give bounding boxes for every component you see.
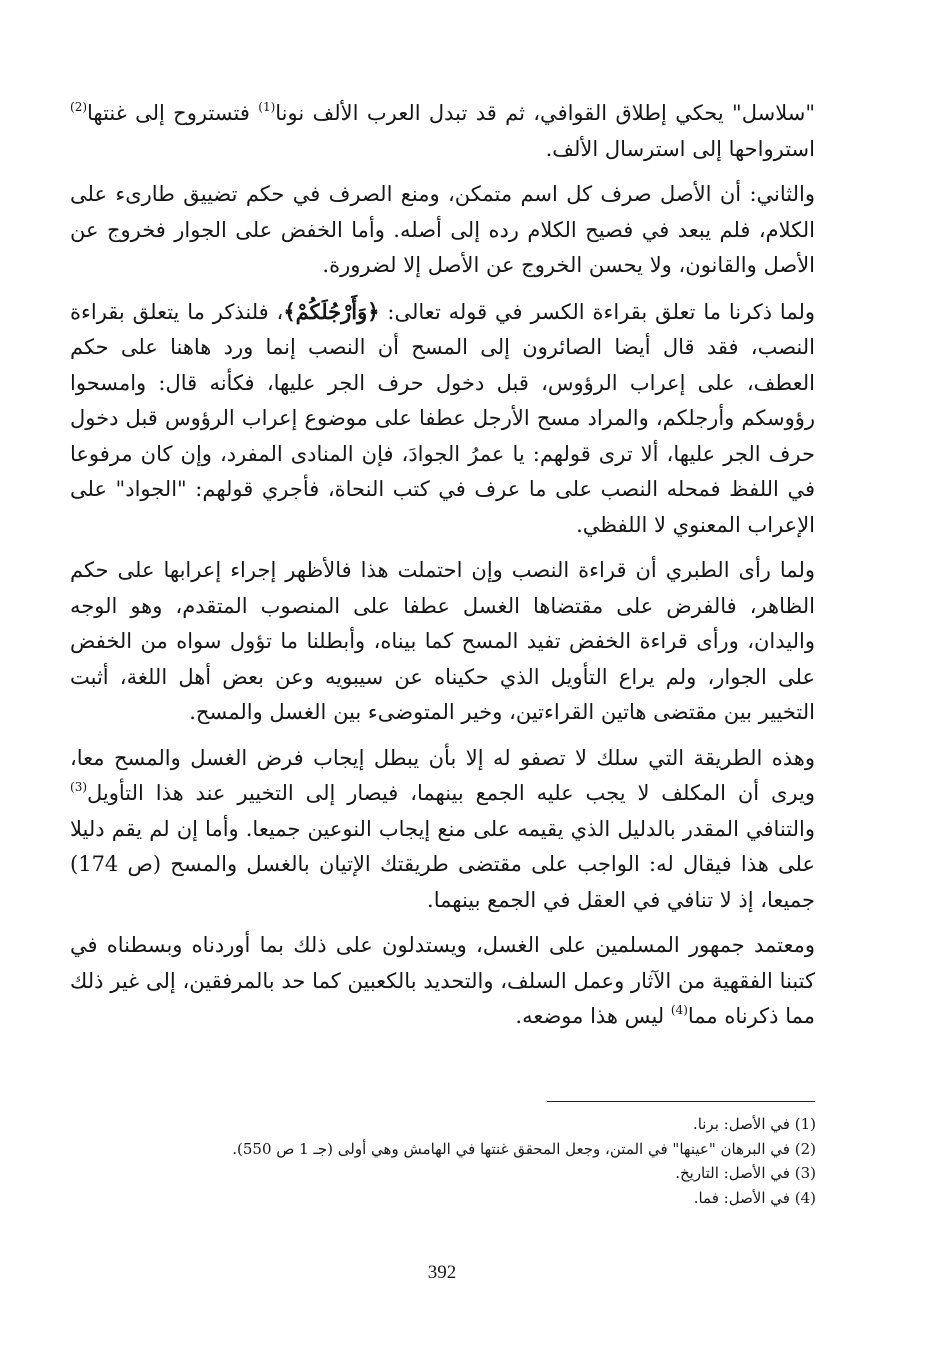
footnote: (1) في الأصل: برنا.: [692, 1115, 816, 1133]
text-run: ليس هذا موضعه.: [515, 1004, 671, 1028]
text-run: ولما رأى الطبري أن قراءة النصب وإن احتملت هذا فالأظهر إجراء إعرابها على حكم الظاهر، فالفرض على مقتضاها الغسل عطفا على المنصوب المتقدم، وهو الوجه واليدان، ورأى قراءة الخفض تفيد المسح كما بيناه، وأبطلنا ما تؤول سواه من الخفض على الجوار، ولم يراع التأويل الذي حكيناه عن سيبويه وعن بعض أهل اللغة، أثبت التخيير بين مقتضى هاتين القراءتين، وخير المتوضىء بين الغسل والمسح.: [70, 558, 815, 724]
paragraph: [70, 553, 815, 731]
footnote: (2) في البرهان "عينها" في المتن، وجعل المحقق غنتها في الهامش وهي أولى (جـ 1 ص 550).: [232, 1139, 816, 1158]
text-run: ومعتمد جمهور المسلمين على الغسل، ويستدلون على ذلك بما أوردناه وبسطناه في كتبنا الفقهية من الآثار وعمل السلف، والتحديد بالكعبين كما حد بالمرفقين، إلى غير ذلك مما ذكرناه مما: [70, 933, 815, 1028]
paragraph: [70, 177, 815, 284]
paragraph: [70, 96, 815, 167]
quran-quote: ﴿وَأَرْجُلَكُمْ﴾: [283, 298, 380, 324]
footnote: (4) في الأصل: فما.: [693, 1188, 816, 1207]
main-text: [70, 96, 815, 1045]
footnote-ref: (3): [70, 780, 88, 794]
text-run: "سلاسل" يحكي إطلاق القوافي، ثم قد تبدل العرب الألف نونا: [275, 101, 815, 125]
footnote-divider: [547, 1101, 815, 1102]
text-run: وهذه الطريقة التي سلك لا تصفو له إلا بأن يبطل إيجاب فرض الغسل والمسح معا، ويرى أن المكلف لا يجب عليه الجمع بينهما، فيصار إلى التخيير عند هذا التأويل: [70, 745, 815, 805]
footnote-ref: (4): [670, 1003, 688, 1017]
text-run: والتنافي المقدر بالدليل الذي يقيمه على منع إيجاب النوعين جميعا. وأما إن لم يقم دليلا على هذا فيقال له: الواجب على مقتضى طريقتك الإتيان بالغسل والمسح (ص 174) جميعا، إذ لا تنافي في العقل في الجمع بينهما.: [70, 816, 815, 912]
text-run: استرواحها إلى استرسال الألف.: [545, 136, 815, 161]
paragraph: [70, 928, 815, 1035]
footnotes: [120, 1112, 816, 1210]
footnote-ref: (2): [70, 100, 88, 114]
text-run: ، فلنذكر ما يتعلق بقراءة النصب، فقد قال أيضا الصائرون إلى المسح أن النصب إنما ورد هاهنا على حكم العطف، على إعراب الرؤوس، قبل دخول حرف الجر عليها، فكأنه قال: وامسحوا رؤوسكم وأرجلكم، والمراد مسح الأرجل عطفا على موضوع إعراب الرؤوس قبل دخول حرف الجر عليها، ألا ترى قولهم: يا عمرُ الجوادَ، فإن المنادى المفرد، وإن كان مرفوعا في اللفظ فمحله النصب على ما عرف في كتب النحاة، فأجري قولهم: "الجواد" على الإعراب المعنوي لا اللفظي.: [70, 299, 815, 537]
text-run: والثاني: أن الأصل صرف كل اسم متمكن، ومنع الصرف في حكم تضييق طارىء على الكلام، فلم يبعد في فصيح الكلام رده إلى أصله. وأما الخفض على الجوار فخروج عن الأصل والقانون، ولا يحسن الخروج عن الأصل إلا لضرورة.: [70, 182, 815, 277]
paragraph: [70, 741, 815, 919]
text-run: ولما ذكرنا ما تعلق بقراءة الكسر في قوله تعالى:: [379, 299, 816, 324]
footnote-ref: (1): [258, 100, 276, 114]
text-run: فتستروح إلى غنتها: [87, 101, 259, 125]
footnote: (3) في الأصل: التاريخ.: [675, 1164, 816, 1182]
paragraph: [70, 294, 815, 544]
page-number: 392: [427, 1262, 457, 1283]
